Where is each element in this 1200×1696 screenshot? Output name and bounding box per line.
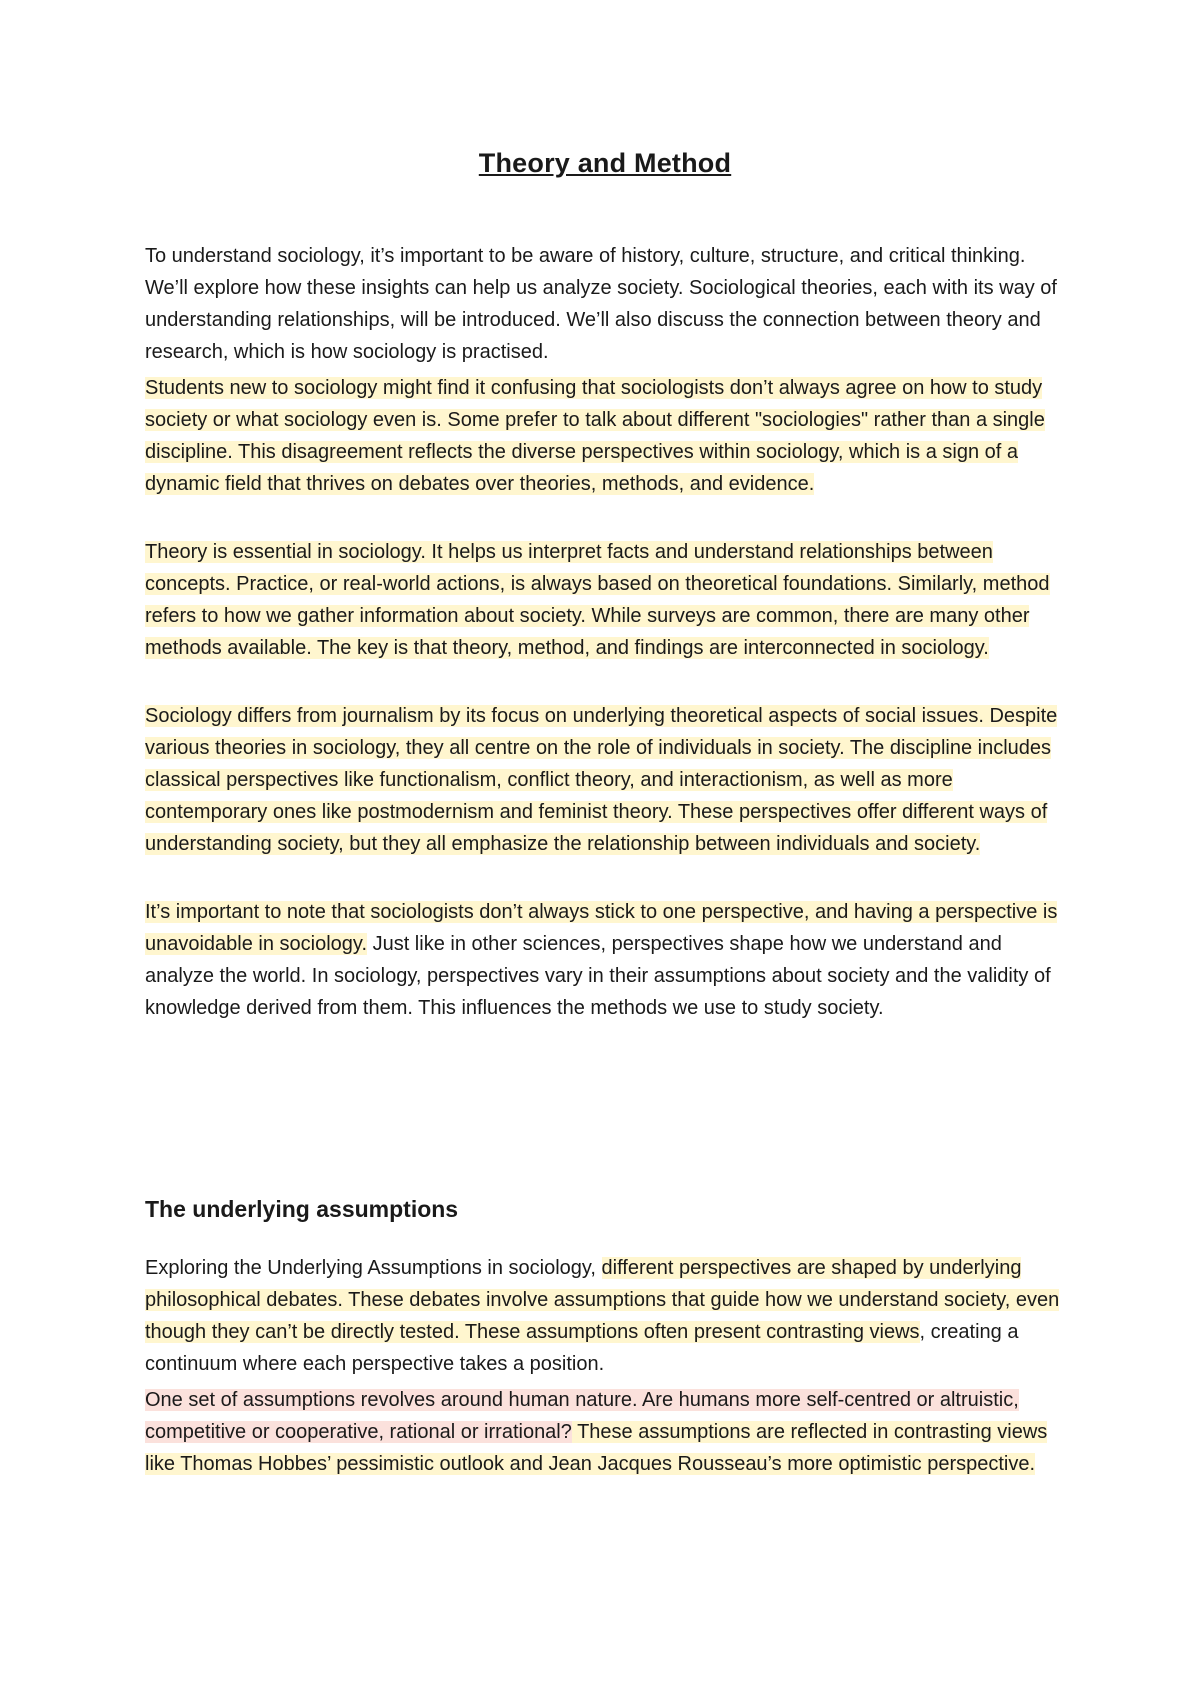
highlighted-text-segment: These assumptions are reflected in contrasting views like Thomas Hobbes’ pessimistic outlook and Jean Jacques Rousseau’s more optimistic perspective. <box>145 1421 1048 1475</box>
paragraph-theory <box>145 536 1065 664</box>
paragraph-journalism <box>145 700 1065 860</box>
highlighted-text-segment: Sociology differs from journalism by its focus on underlying theoretical aspects of social issues. Despite various theories in sociology, they all centre on the role of individuals in society. The discipline includes classical perspectives like functionalism, conflict theory, and interactionism, as well as more contemporary ones like postmodernism and feminist theory. These perspectives offer different ways of understanding society, but they all emphasize the relationship between individuals and society. <box>145 705 1058 855</box>
highlighted-text-segment: different perspectives are shaped by underlying philosophical debates. These debates involve assumptions that guide how we understand society, even though they can’t be directly tested. These assumptions often present contrasting views <box>145 1257 1060 1343</box>
section-heading: The underlying assumptions <box>145 1196 459 1222</box>
highlighted-text-segment: It’s important to note that sociologists don’t always stick to one perspective, and having a perspective is unavoidable in sociology. <box>145 901 1058 955</box>
paragraph-sociologies <box>145 372 1065 500</box>
text-segment: Just like in other sciences, perspectives shape how we understand and analyze the world. In sociology, perspectives vary in their assumptions about society and the validity of knowledge derived from them. This influences the methods we use to study society. <box>145 933 1051 1019</box>
red-highlighted-text-segment: One set of assumptions revolves around human nature. Are humans more self-centred or altruistic, competitive or cooperative, rational or irrational? <box>145 1389 1019 1443</box>
paragraph-perspective <box>145 896 1065 1024</box>
text-segment: Exploring the Underlying Assumptions in sociology, <box>145 1257 602 1279</box>
highlighted-text-segment: Students new to sociology might find it confusing that sociologists don’t always agree on how to study society or what sociology even is. Some prefer to talk about different "sociologies" rather than a single discipline. This disagreement reflects the diverse perspectives within sociology, which is a sign of a dynamic field that thrives on debates over theories, methods, and evidence. <box>145 377 1045 495</box>
text-segment: , creating a continuum where each perspective takes a position. <box>145 1321 1019 1375</box>
paragraph-human-nature <box>145 1384 1065 1480</box>
paragraph-intro <box>145 240 1065 368</box>
document-title: Theory and Method <box>478 148 732 178</box>
highlighted-text-segment: Theory is essential in sociology. It helps us interpret facts and understand relationships between concepts. Practice, or real-world actions, is always based on theoretical foundations. Similarly, method refers to how we gather information about society. While surveys are common, there are many other methods available. The key is that theory, method, and findings are interconnected in sociology. <box>145 541 1050 659</box>
text-segment: To understand sociology, it’s important to be aware of history, culture, structure, and critical thinking. We’ll explore how these insights can help us analyze society. Sociological theories, each with its way of understanding relationships, will be introduced. We’ll also discuss the connection between theory and research, which is how sociology is practised. <box>145 245 1057 363</box>
paragraph-assumptions <box>145 1252 1065 1380</box>
